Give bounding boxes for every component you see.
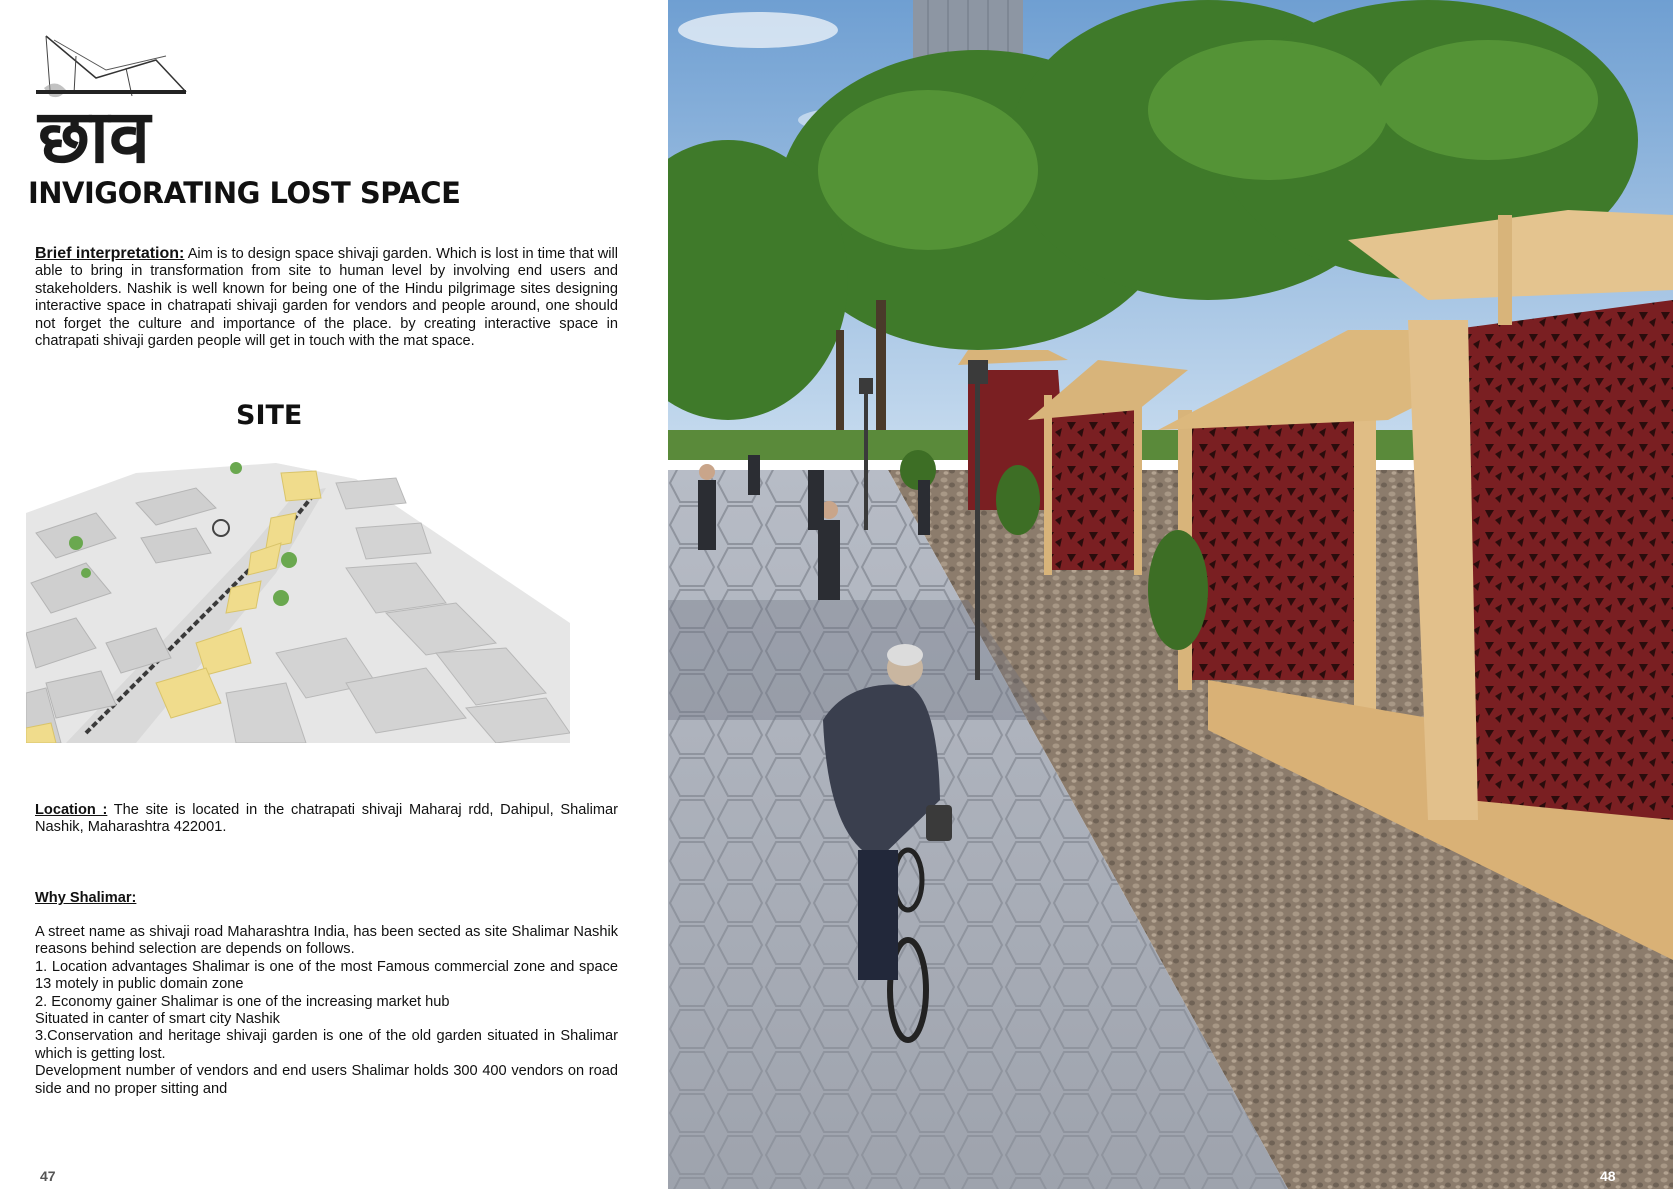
why-line: 2. Economy gainer Shalimar is one of the increasing market hub: [35, 993, 450, 1010]
why-line: A street name as shivaji road Maharashtra India, has been sected as site Shalimar Nashik reasons behind selection are depends on follows.: [35, 924, 618, 958]
left-page: [0, 0, 668, 1189]
svg-text:छाव: छाव: [38, 94, 151, 180]
why-shalimar-body: [35, 924, 618, 1098]
site-heading: SITE: [236, 400, 303, 431]
location-label: Location :: [35, 802, 108, 818]
brief-label: Brief interpretation:: [35, 245, 185, 262]
location-text: The site is located in the chatrapati shivaji Maharaj rdd, Dahipul, Shalimar Nashik, Maharashtra 422001.: [35, 802, 618, 836]
why-line: Development number of vendors and end users Shalimar holds 300 400 vendors on road side and no proper sitting and: [35, 1063, 618, 1097]
page-number-left: 47: [40, 1168, 56, 1184]
chhav-logo: [36, 30, 196, 180]
why-shalimar-heading: Why Shalimar:: [35, 890, 137, 906]
why-line: 3.Conservation and heritage shivaji garden is one of the old garden situated in Shalimar which is getting lost.: [35, 1028, 618, 1062]
street-render-image: [668, 0, 1673, 1189]
street-render-illustration: [668, 0, 1673, 1189]
why-line: 1. Location advantages Shalimar is one of the most Famous commercial zone and space 13 motely in public domain zone: [35, 958, 618, 993]
why-line: Situated in canter of smart city Nashik: [35, 1011, 280, 1028]
site-3d-model-image: [26, 443, 570, 743]
page-title: INVIGORATING LOST SPACE: [28, 176, 461, 210]
page-number-right: 48: [1600, 1168, 1616, 1184]
brief-interpretation: [35, 245, 618, 350]
brief-text: Aim is to design space shivaji garden. Which is lost in time that will able to bring in transformation from site to human level by involving end users and stakeholders. Nashik is well known for being one of the Hindu pilgrimage sites designing interactive space in chatrapati shivaji garden for vendors and people around, one should not forget the culture and importance of the place. by creating interactive space in chatrapati shivaji garden people will get in touch with the mat space.: [35, 246, 619, 350]
location-paragraph: [35, 802, 618, 837]
